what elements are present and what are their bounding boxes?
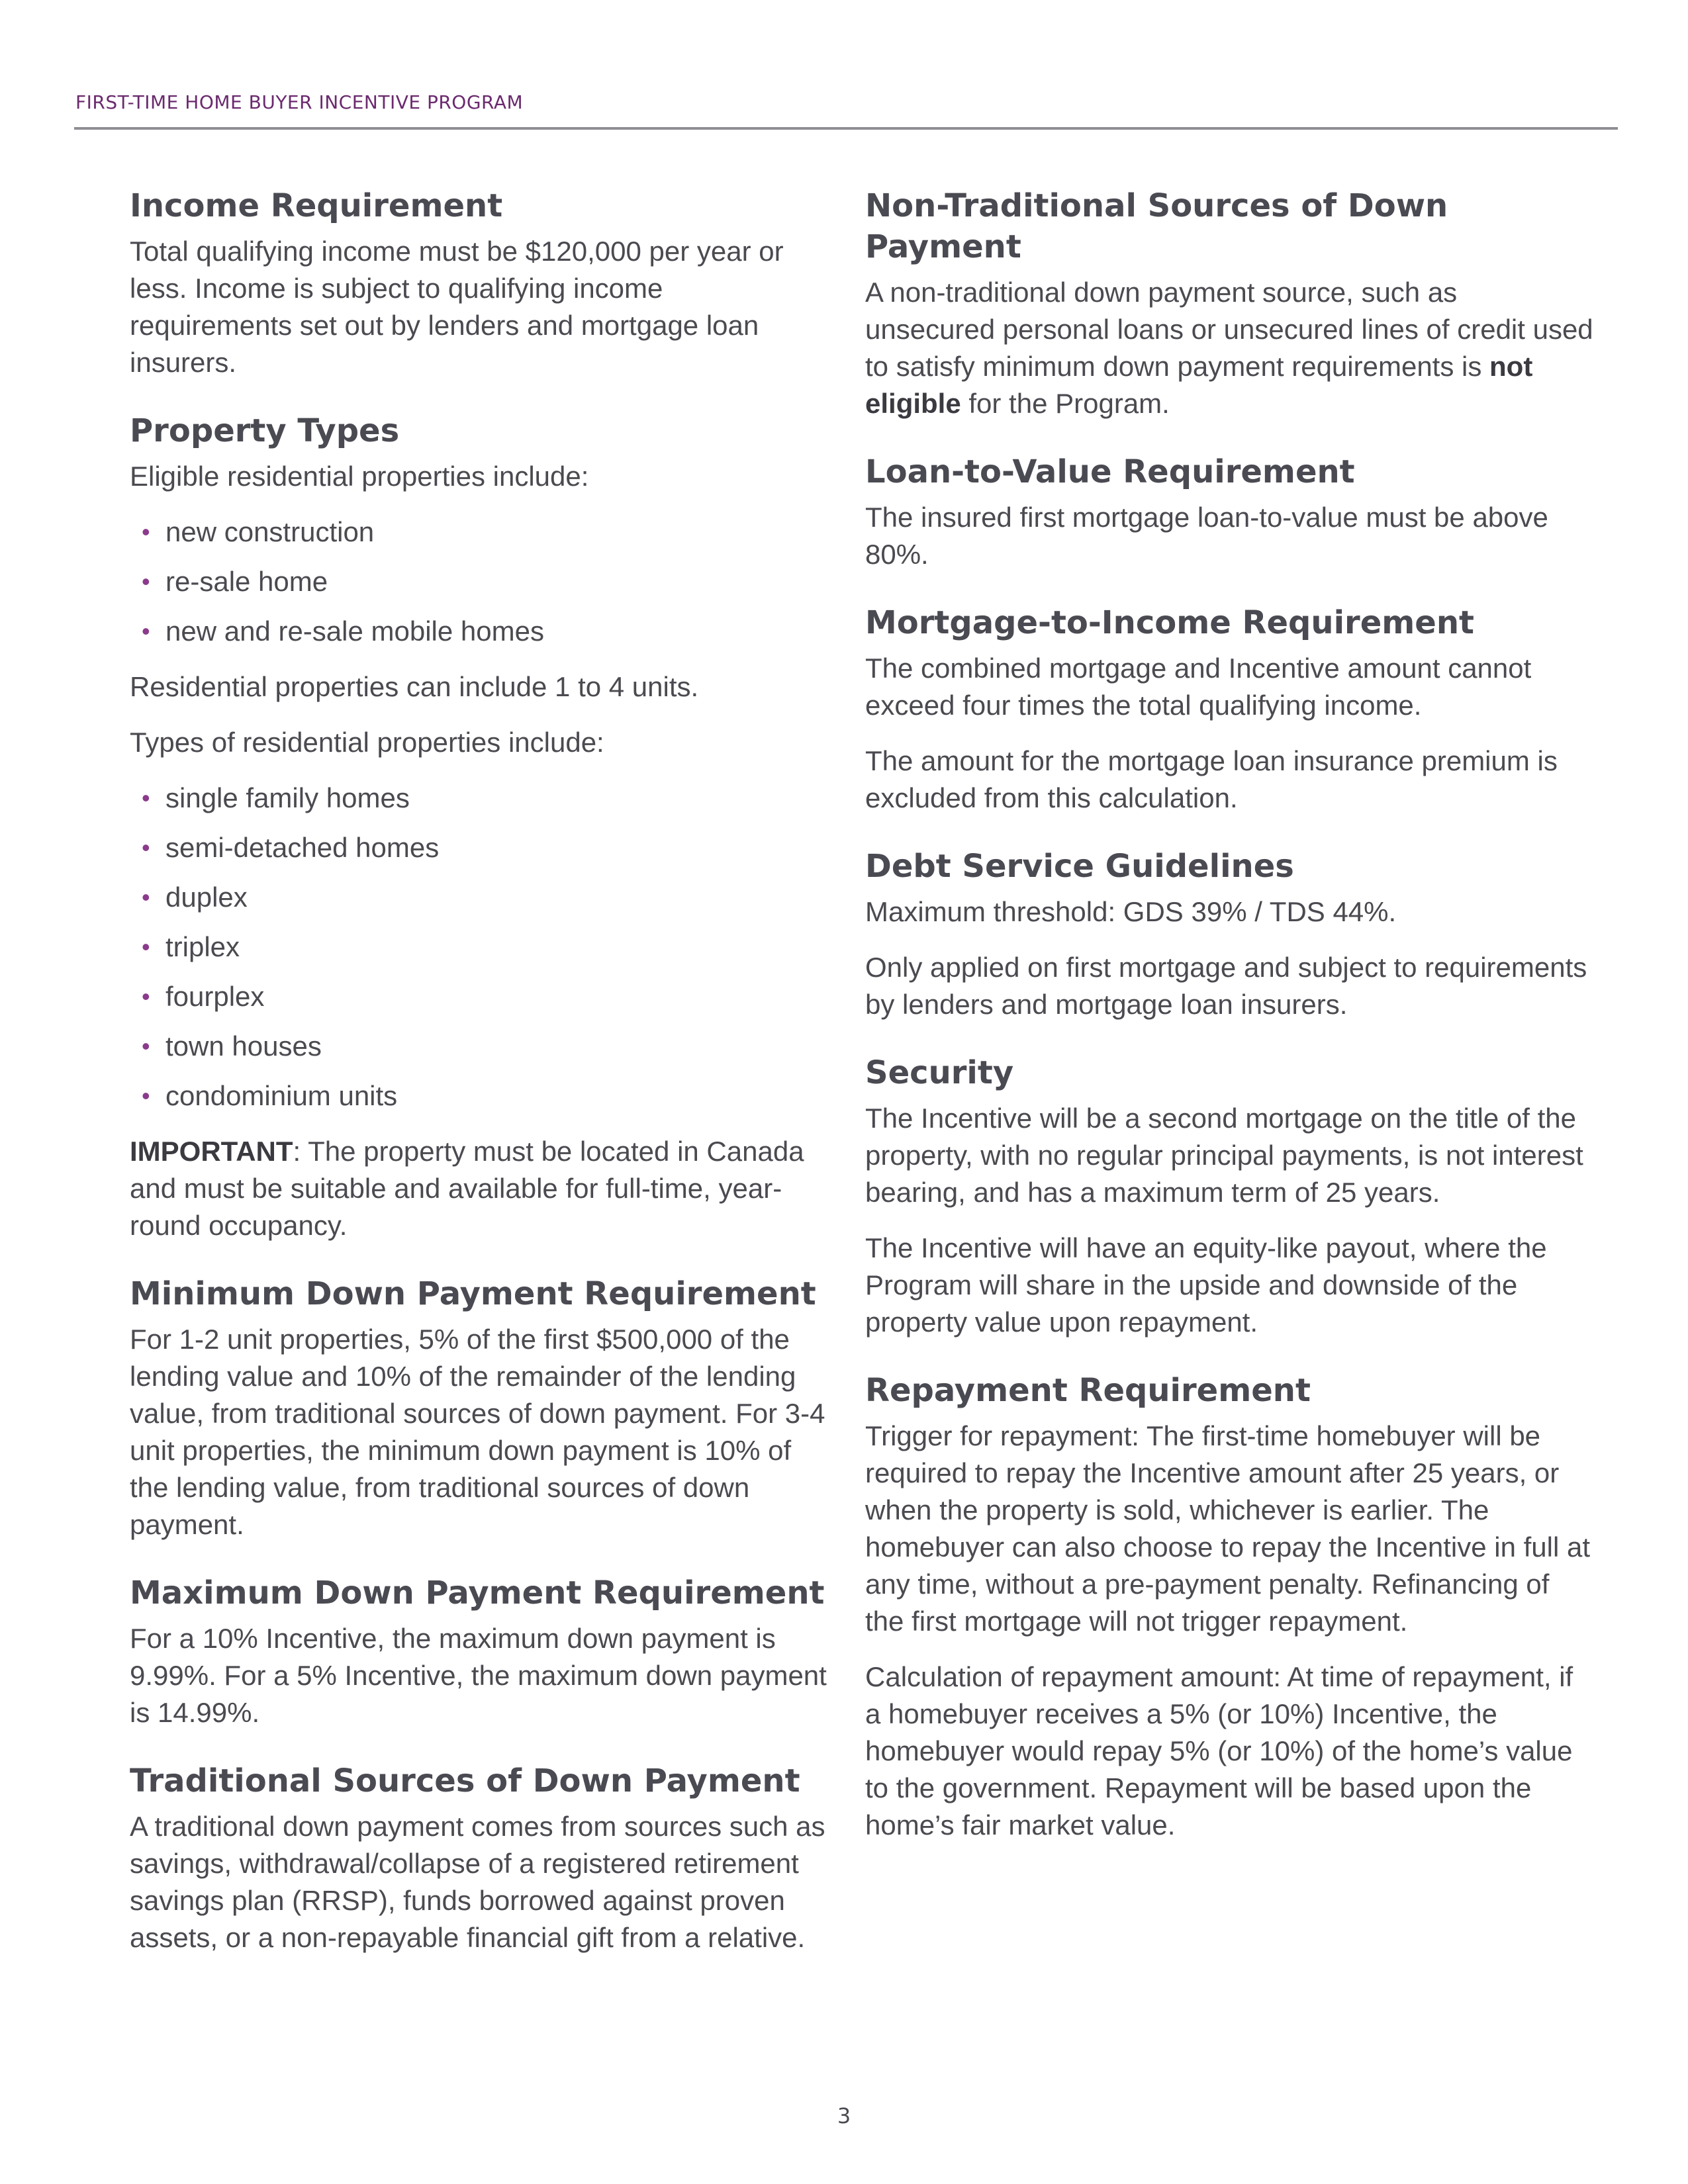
repayment-calculation-text: Calculation of repayment amount: At time of repayment, if a homebuyer receives a 5% (or 10%) Incentive, the homebuyer would repay 5% (or 10%) of the home’s value to the government. Repayment will be based upon the home’s fair market value. — [865, 1661, 1573, 1841]
document-header: FIRST-TIME HOME BUYER INCENTIVE PROGRAM — [75, 91, 524, 113]
maximum-down-payment-heading: Maximum Down Payment Requirement — [130, 1574, 825, 1612]
security-text: The Incentive will be a second mortgage on the title of the property, with no regular principal payments, is not interest bearing, and has a maximum term of 25 years. — [865, 1103, 1583, 1208]
property-types-section — [130, 410, 831, 1244]
bullet-icon: • — [142, 884, 150, 911]
repayment-heading: Repayment Requirement — [865, 1372, 1311, 1409]
list-item: • town houses — [130, 1028, 831, 1065]
eligible-properties-list — [130, 514, 831, 650]
income-requirement-section — [130, 185, 831, 381]
maximum-down-payment-text: For a 10% Incentive, the maximum down payment is 9.99%. For a 5% Incentive, the maximum down payment is 14.99%. — [130, 1623, 827, 1728]
list-item: • triplex — [130, 929, 831, 966]
property-types-list — [130, 780, 831, 1115]
list-item: • new and re-sale mobile homes — [130, 613, 831, 650]
loan-to-value-text: The insured first mortgage loan-to-value must be above 80%. — [865, 502, 1548, 570]
debt-threshold-text: Maximum threshold: GDS 39% / TDS 44%. — [865, 896, 1397, 927]
list-item: • new construction — [130, 514, 831, 551]
list-item: • semi-detached homes — [130, 829, 831, 866]
bullet-icon: • — [142, 518, 150, 545]
not-eligible-emphasis: not eligible — [865, 351, 1533, 419]
income-requirement-text: Total qualifying income must be $120,000 per year or less. Income is subject to qualifying income requirements set out by lenders and mortgage loan insurers. — [130, 236, 784, 378]
important-label: IMPORTANT — [130, 1136, 293, 1167]
repayment-section — [865, 1370, 1593, 1844]
minimum-down-payment-section — [130, 1273, 831, 1543]
bullet-icon: • — [142, 784, 150, 811]
income-requirement-heading: Income Requirement — [130, 187, 503, 224]
traditional-sources-section — [130, 1760, 831, 1956]
bullet-icon: • — [142, 568, 150, 595]
security-section — [865, 1052, 1593, 1341]
page-number: 3 — [837, 2103, 851, 2128]
units-text: Residential properties can include 1 to 4 units. — [130, 671, 699, 702]
repayment-trigger-text: Trigger for repayment: The first-time homebuyer will be required to repay the Incentive amount after 25 years, or when the property is sold, whichever is earlier. The homebuyer can also choose to repay the Incentive in full at any time, without a pre-payment penalty. Refinancing of the first mortgage will not trigger repayment. — [865, 1420, 1590, 1637]
right-column — [865, 185, 1593, 1873]
loan-to-value-heading: Loan-to-Value Requirement — [865, 453, 1355, 490]
list-item: • fourplex — [130, 978, 831, 1015]
debt-service-heading: Debt Service Guidelines — [865, 848, 1294, 885]
bullet-icon: • — [142, 933, 150, 960]
minimum-down-payment-text: For 1-2 unit properties, 5% of the first $500,000 of the lending value and 10% of the remainder of the lending value, from traditional sources of down payment. For 3-4 unit properties, the minimum down payment is 10% of the lending value, from traditional sources of down payment. — [130, 1324, 825, 1540]
bullet-icon: • — [142, 1032, 150, 1060]
bullet-icon: • — [142, 617, 150, 645]
left-column — [130, 185, 831, 1985]
list-item: • re-sale home — [130, 563, 831, 600]
traditional-sources-heading: Traditional Sources of Down Payment — [130, 1762, 800, 1799]
important-note — [130, 1133, 831, 1244]
bullet-icon: • — [142, 834, 150, 861]
minimum-down-payment-heading: Minimum Down Payment Requirement — [130, 1275, 816, 1312]
mortgage-to-income-heading: Mortgage-to-Income Requirement — [865, 604, 1474, 641]
equity-payout-text: The Incentive will have an equity-like payout, where the Program will share in the upside and downside of the property value upon repayment. — [865, 1232, 1547, 1338]
mortgage-to-income-text: The combined mortgage and Incentive amount cannot exceed four times the total qualifying income. — [865, 653, 1532, 721]
traditional-sources-text: A traditional down payment comes from sources such as savings, withdrawal/collapse of a registered retirement savings plan (RRSP), funds borrowed against proven assets, or a non-repayable financial gift from a relative. — [130, 1811, 825, 1953]
list-item: • condominium units — [130, 1077, 831, 1115]
maximum-down-payment-section — [130, 1572, 831, 1731]
list-item: • duplex — [130, 879, 831, 916]
non-traditional-sources-text: A non-traditional down payment source, such as unsecured personal loans or unsecured lines of credit used to satisfy minimum down payment requirements is not eligible for the Program. — [865, 277, 1593, 419]
non-traditional-sources-heading: Non-Traditional Sources of Down Payment — [865, 187, 1448, 265]
mortgage-to-income-section — [865, 602, 1593, 817]
property-types-intro: Types of residential properties include: — [130, 727, 604, 758]
loan-to-value-section — [865, 451, 1593, 573]
debt-application-text: Only applied on first mortgage and subject to requirements by lenders and mortgage loan insurers. — [865, 952, 1587, 1020]
important-text: : The property must be located in Canada and must be suitable and available for full-time, year-round occupancy. — [130, 1136, 804, 1241]
security-heading: Security — [865, 1054, 1014, 1091]
list-item: • single family homes — [130, 780, 831, 817]
non-traditional-sources-section — [865, 185, 1593, 422]
debt-service-section — [865, 846, 1593, 1023]
bullet-icon: • — [142, 1082, 150, 1109]
insurance-premium-note: The amount for the mortgage loan insurance premium is excluded from this calculation. — [865, 745, 1558, 813]
bullet-icon: • — [142, 983, 150, 1010]
eligible-properties-intro: Eligible residential properties include: — [130, 461, 589, 492]
property-types-heading: Property Types — [130, 412, 400, 449]
header-divider — [74, 127, 1618, 130]
